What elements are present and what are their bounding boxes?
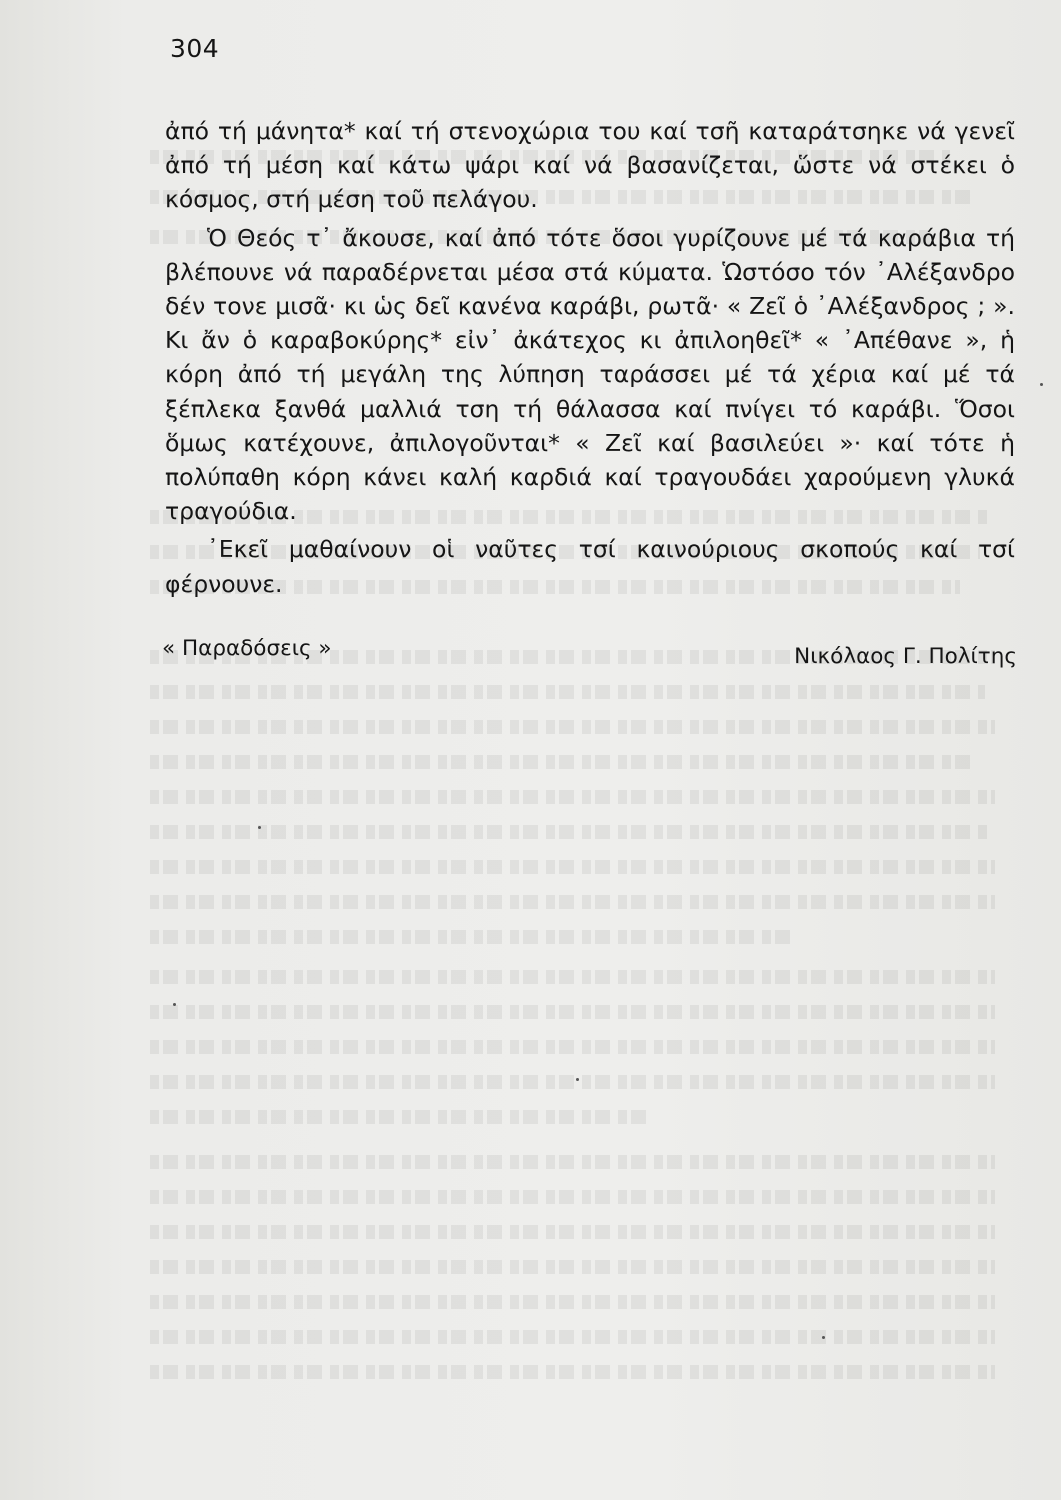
source-title: « Παραδόσεις »	[162, 636, 332, 661]
print-speck	[576, 1078, 579, 1081]
print-speck	[1040, 383, 1043, 386]
paragraph: Ὁ Θεός τ᾽ ἄκουσε, καί ἀπό τότε ὅσοι γυρίζουνε μέ τά καράβια τή βλέπουνε νά παραδέρνεται μέσα στά κύματα. Ὡστόσο τόν ᾽Αλέξανδρο δέν τονε μισᾶ· κι ὡς δεῖ κανένα καράβι, ρωτᾶ· « Ζεῖ ὁ ᾽Αλέξανδρος ; ». Κι ἄν ὁ καραβοκύρης* εἰν᾽ ἀκάτεχος κι ἀπιλοηθεῖ* « ᾽Απέθανε », ἡ κόρη ἀπό τή μεγάλη της λύπηση ταράσσει μέ τά χέρια καί μέ τά ξέπλεκα ξανθά μαλλιά τση τή θάλασσα καί πνίγει τό καράβι. Ὅσοι ὅμως κατέχουνε, ἀπιλογοῦνται* « Ζεῖ καί βασιλεύει »· καί τότε ἡ πολύπαθη κόρη κάνει καλή καρδιά καί τραγουδάει χαρούμενη γλυκά τραγούδια.	[165, 223, 1015, 526]
paragraph: ᾽Εκεῖ μαθαίνουν οἱ ναῦτες τσί καινούριους σκοπούς καί τσί φέρνουνε.	[165, 535, 1015, 598]
print-speck	[822, 1336, 825, 1339]
page-number: 304	[170, 34, 220, 63]
paragraph: ἀπό τή μάνητα* καί τή στενοχώρια του καί τσῆ καταράτσηκε νά γενεῖ ἀπό τή μέση καί κάτω ψάρι καί νά βασανίζεται, ὥστε νά στέκει ὁ κόσμος, στή μέση τοῦ πελάγου.	[165, 117, 1015, 214]
print-speck	[173, 1003, 176, 1006]
author-name: Νικόλαος Γ. Πολίτης	[794, 644, 1017, 669]
attribution	[162, 636, 1017, 669]
body-text	[165, 114, 1015, 601]
print-speck	[258, 826, 261, 829]
